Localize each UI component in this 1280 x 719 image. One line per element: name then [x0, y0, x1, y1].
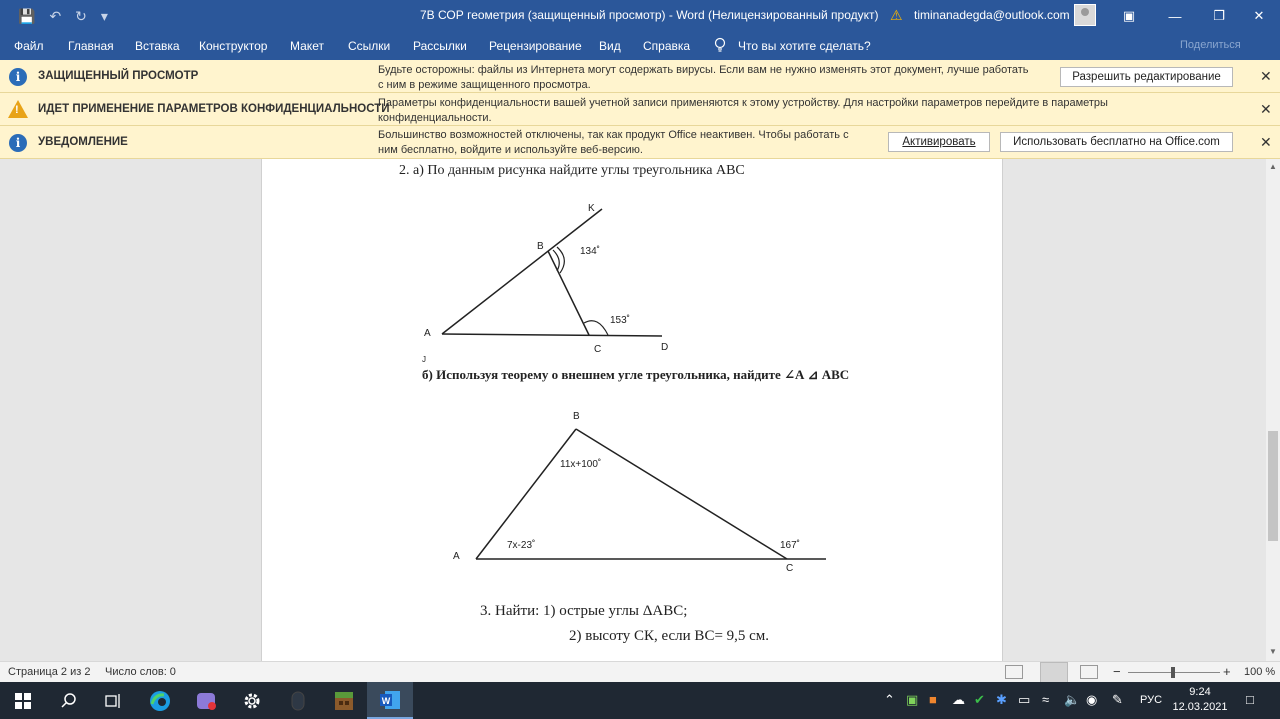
warning-icon[interactable]: ⚠: [890, 7, 903, 23]
photo-app-icon[interactable]: [183, 682, 229, 719]
pen-workspace-icon[interactable]: ✎: [1112, 692, 1123, 707]
title-bar: [0, 0, 1280, 32]
ribbon-tabs: [0, 32, 1280, 60]
label-a: A: [424, 328, 431, 339]
notifications-icon[interactable]: □: [1246, 692, 1254, 707]
close-icon[interactable]: ✕: [1260, 68, 1272, 84]
tab-review[interactable]: Рецензирование: [489, 39, 582, 53]
web-layout-icon[interactable]: [1080, 665, 1098, 679]
tab-help[interactable]: Справка: [643, 39, 691, 53]
label-angle-153: 153˚: [610, 315, 631, 326]
task-3-line-2: 2) высоту СК, если ВС= 9,5 см.: [569, 628, 770, 644]
privacy-text: Параметры конфиденциальности вашей учетной записи применяются к этому устройству. Для настройки параметров перейдите в параметры конфиденциальности.: [378, 97, 1108, 124]
minecraft-icon[interactable]: [321, 682, 367, 719]
line-a-k: [442, 209, 602, 334]
task-view-icon[interactable]: [90, 682, 136, 719]
label-a: A: [453, 551, 460, 562]
customize-qat-icon[interactable]: ▾: [100, 7, 108, 24]
show-hidden-icons-icon[interactable]: ⌃: [884, 692, 895, 707]
tab-home[interactable]: Главная: [68, 39, 114, 53]
scroll-down-icon[interactable]: ▼: [1269, 647, 1277, 656]
close-icon[interactable]: ✕: [1260, 101, 1272, 117]
battery-icon[interactable]: ▭: [1018, 692, 1031, 707]
label-d: D: [661, 342, 669, 353]
label-b: B: [537, 241, 544, 252]
tab-file[interactable]: Файл: [14, 39, 44, 53]
print-layout-icon[interactable]: [1040, 662, 1068, 683]
tab-insert[interactable]: Вставка: [135, 39, 180, 53]
privacy-bar: [0, 93, 1280, 126]
system-clock[interactable]: [1170, 685, 1230, 715]
document-area[interactable]: [0, 159, 1266, 661]
privacy-heading: ИДЕТ ПРИМЕНЕНИЕ ПАРАМЕТРОВ КОНФИДЕНЦИАЛЬНОСТИ: [38, 103, 390, 115]
save-icon[interactable]: 💾: [18, 7, 36, 24]
zoom-level[interactable]: 100 %: [1244, 666, 1276, 678]
avatar[interactable]: [1074, 4, 1096, 26]
discord-icon[interactable]: ◉: [1086, 692, 1098, 707]
mouse-app-icon[interactable]: [275, 682, 321, 719]
page-count[interactable]: Страница 2 из 2: [8, 666, 91, 678]
label-angle-c: 167˚: [780, 540, 801, 551]
protected-view-bar: [0, 60, 1280, 93]
read-mode-icon[interactable]: [1005, 665, 1023, 679]
bluetooth-icon[interactable]: ✱: [996, 692, 1007, 707]
protected-view-heading: ЗАЩИЩЕННЫЙ ПРОСМОТР: [38, 70, 199, 82]
onedrive-cloud-icon[interactable]: ☁: [952, 692, 965, 707]
zoom-slider-thumb[interactable]: [1171, 667, 1175, 678]
scroll-up-icon[interactable]: ▲: [1269, 162, 1277, 171]
edge-browser-icon[interactable]: [137, 682, 183, 719]
tab-mailings[interactable]: Рассылки: [413, 39, 467, 53]
label-k: K: [588, 203, 595, 214]
search-icon[interactable]: [46, 682, 92, 719]
wifi-icon[interactable]: ≈: [1042, 692, 1050, 707]
line-b-c: [576, 429, 787, 559]
quick-access-toolbar: [0, 8, 140, 25]
close-icon[interactable]: ✕: [1260, 134, 1272, 150]
tray-check-icon[interactable]: ✔: [974, 692, 985, 707]
line-b-c: [548, 251, 589, 335]
volume-icon[interactable]: 🔈: [1064, 692, 1081, 707]
document-page[interactable]: [261, 159, 1003, 661]
protected-view-text: Будьте осторожны: файлы из Интернета могут содержать вирусы. Если вам не нужно изменять этот документ, лучше работать с ним в режиме защищенного просмотра.: [378, 64, 1029, 91]
minimize-button[interactable]: —: [1168, 8, 1182, 24]
label-angle-134: 134˚: [580, 246, 601, 257]
label-c: C: [594, 344, 602, 355]
figure-1-triangle: [412, 199, 682, 369]
status-bar: [0, 661, 1280, 682]
settings-gear-icon[interactable]: [229, 682, 275, 719]
label-angle-b: 11x+100˚: [560, 459, 602, 470]
clock-time: 9:24: [1189, 686, 1211, 698]
document-title: 7В СОР геометрия (защищенный просмотр) - Word (Нелицензированный продукт): [420, 8, 879, 22]
line-a-d: [442, 334, 662, 336]
tray-app-green-icon[interactable]: ▣: [906, 692, 919, 707]
zoom-out-icon[interactable]: −: [1113, 664, 1121, 679]
share-button[interactable]: Поделиться: [1180, 39, 1241, 51]
clock-date: 12.03.2021: [1172, 701, 1228, 713]
tab-view[interactable]: Вид: [599, 39, 621, 53]
info-icon: i: [9, 134, 27, 152]
account-name[interactable]: timinanadegda@outlook.com: [914, 8, 1070, 22]
tray-app-orange-icon[interactable]: ■: [929, 692, 937, 707]
redo-icon[interactable]: ↻: [75, 7, 87, 24]
tab-references[interactable]: Ссылки: [348, 39, 391, 53]
word-app-icon[interactable]: [367, 682, 413, 719]
tell-me-search[interactable]: Что вы хотите сделать?: [738, 39, 871, 53]
start-windows-icon[interactable]: [0, 682, 46, 719]
notice-bar: [0, 126, 1280, 159]
task-2b-text: б) Используя теорему о внешнем угле треугольника, найдите ∠А ⊿ АВС: [422, 367, 850, 382]
task-3-line-1: 3. Найти: 1) острые углы ΔАВС;: [480, 603, 688, 619]
label-b: B: [573, 411, 580, 422]
warning-icon: !: [8, 100, 28, 118]
tab-design[interactable]: Конструктор: [199, 39, 268, 53]
label-c: C: [786, 563, 794, 574]
notice-heading: УВЕДОМЛЕНИЕ: [38, 136, 128, 148]
lightbulb-icon: [714, 37, 726, 53]
vertical-scrollbar[interactable]: [1266, 159, 1280, 661]
scroll-thumb[interactable]: [1268, 431, 1278, 541]
activate-button[interactable]: Активировать: [888, 132, 990, 152]
task-2a-text: 2. а) По данным рисунка найдите углы треугольника АВС: [399, 163, 745, 178]
enable-editing-button[interactable]: Разрешить редактирование: [1060, 67, 1233, 87]
close-button[interactable]: ✕: [1253, 8, 1265, 23]
info-icon: i: [9, 68, 27, 86]
zoom-in-icon[interactable]: +: [1223, 664, 1231, 679]
label-stray: J: [422, 355, 426, 364]
use-free-office-button[interactable]: Использовать бесплатно на Office.com: [1000, 132, 1233, 152]
label-angle-a: 7x-23˚: [507, 540, 536, 551]
ribbon-display-options-icon[interactable]: ▣: [1122, 8, 1136, 23]
notice-text: Большинство возможностей отключены, так как продукт Office неактивен. Чтобы работать с ним бесплатно, войдите и используйте веб-версию.: [378, 129, 849, 156]
taskbar: [0, 682, 1280, 719]
undo-icon[interactable]: ↶: [49, 7, 62, 24]
word-count[interactable]: Число слов: 0: [105, 666, 176, 678]
restore-button[interactable]: ❐: [1213, 8, 1225, 23]
svg-text:W: W: [381, 695, 391, 706]
tab-layout[interactable]: Макет: [290, 39, 324, 53]
input-language[interactable]: РУС: [1140, 694, 1163, 706]
